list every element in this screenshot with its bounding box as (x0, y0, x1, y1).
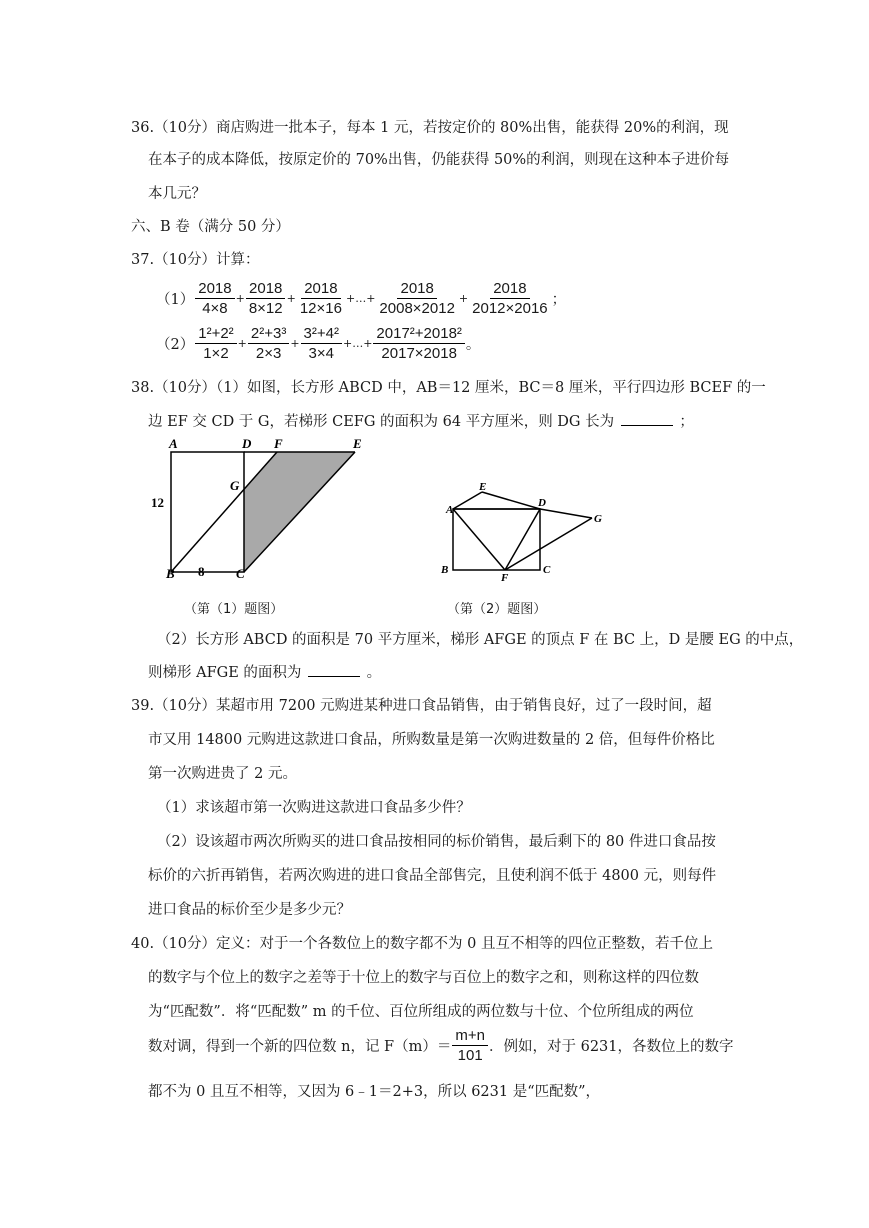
rectangle-abcd (171, 452, 244, 572)
q39-line1: 39.（10分）某超市用 7200 元购进某种进口食品销售，由于销售良好，过了一段时间，超 (131, 698, 712, 714)
q40-line4-text: 数对调，得到一个新的四位数 n，记 F（m）＝ (148, 1039, 452, 1055)
q38-line2 (148, 410, 694, 431)
label-a: A (446, 504, 454, 516)
label-g: G (230, 478, 240, 493)
label-b: B (441, 564, 449, 576)
q40-line4-end: ．例如，对于 6231，各数位上的数字 (488, 1039, 734, 1055)
q36-line1: 36.（10分）商店购进一批本子，每本 1 元，若按定价的 80%出售，能获得 20%的利润，现 (131, 120, 729, 136)
label-e: E (353, 436, 362, 451)
fraction: $\frac{2018}{2008\times 2012}$ (379, 280, 455, 317)
q38-line2-end: ； (679, 414, 694, 430)
q39-line3: 第一次购进贵了 2 元。 (148, 766, 297, 782)
section-heading: 六、B 卷（满分 50 分） (131, 219, 290, 235)
label-d: D (242, 436, 252, 451)
fraction: $\frac{2018}{8\times 12}$ (246, 279, 286, 318)
answer-blank (308, 664, 360, 677)
fraction: $\frac{m+n}{101}$ (452, 1026, 488, 1065)
figure-1 (140, 432, 380, 582)
segment-ae (453, 492, 482, 509)
answer-blank (621, 413, 673, 426)
fraction: $\frac{\text{2²+3³}}{2\times 3}$ (248, 324, 289, 363)
figure-1-caption: （第（1）题图） (184, 602, 284, 617)
q36-line3: 本几元？ (148, 186, 206, 202)
plus-sign: + (286, 292, 296, 305)
q38-part2-end: 。 (366, 665, 382, 681)
fraction: $\frac{\text{1²+2²}}{1\times 2}$ (195, 324, 236, 363)
ellipsis: +…+ (342, 337, 373, 350)
q39-line2: 市又用 14800 元购进这款进口食品，所购数量是第一次购进数量的 2 倍，但每件价格比 (148, 732, 715, 748)
q38-part2-text: 则梯形 AFGE 的面积为 (148, 665, 302, 681)
figure-2-caption: （第（2）题图） (447, 602, 547, 617)
q40-line4 (148, 1026, 734, 1065)
plus-sign: + (235, 292, 245, 305)
q39-sub2-line2: 标价的六折再销售，若两次购进的进口食品全部售完，且使利润不低于 4800 元，则每件 (148, 868, 717, 884)
label-f: F (501, 572, 509, 582)
q38-part2-line1: （2）长方形 ABCD 的面积是 70 平方厘米，梯形 AFGE 的顶点 F 在 BC 上，D 是腰 EG 的中点， (157, 632, 804, 648)
segment-dg (540, 509, 592, 518)
label-12: 12 (151, 495, 164, 510)
q37-p2-end: 。 (465, 337, 481, 353)
fraction: $\frac{2018}{12\times 16}$ (299, 280, 342, 317)
fraction: $\frac{\text{2017²+2018²}}{2017\times 2018}$ (373, 324, 465, 363)
plus-sign: + (458, 292, 469, 305)
q39-sub1: （1）求该超市第一次购进这款进口食品多少件？ (157, 800, 471, 816)
segment-fd (505, 509, 540, 570)
q37-part2 (156, 324, 480, 363)
q39-sub2-line3: 进口食品的标价至少是多少元？ (148, 902, 351, 918)
q37-part1 (156, 279, 566, 318)
q40-line2: 的数字与个位上的数字之差等于十位上的数字与百位上的数字之和，则称这样的四位数 (148, 970, 699, 986)
label-c: C (236, 566, 245, 581)
q36-line2: 在本子的成本降低，按原定价的 70%出售，仍能获得 50%的利润，则现在这种本子进价每 (148, 152, 730, 168)
label-a: A (169, 436, 178, 451)
q38-line1: 38.（10分）（1）如图，长方形 ABCD 中，AB＝12 厘米，BC＝8 厘米，平行四边形 BCEF 的一 (131, 380, 766, 396)
figure-2 (435, 476, 625, 582)
q37-p2-label: （2） (156, 337, 195, 353)
ellipsis: +…+ (345, 292, 376, 305)
segment-fg (505, 518, 592, 570)
label-8: 8 (198, 564, 205, 579)
label-d: D (538, 497, 546, 509)
q40-line5: 都不为 0 且互不相等，又因为 6﹣1＝2+3，所以 6231 是“匹配数”， (148, 1084, 601, 1100)
q39-sub2-line1: （2）设该超市两次所购买的进口食品按相同的标价销售，最后剩下的 80 件进口食品按 (157, 834, 716, 850)
label-g: G (594, 513, 602, 525)
plus-sign: + (290, 337, 300, 350)
q40-line3: 为“匹配数”．将“匹配数” m 的千位、百位所组成的两位数与十位、个位所组成的两位 (148, 1004, 694, 1020)
label-b: B (166, 566, 175, 581)
segment-ed (482, 492, 540, 509)
q37-head: 37.（10分）计算： (131, 252, 260, 268)
plus-sign: + (237, 337, 247, 350)
q40-line1: 40.（10分）定义：对于一个各数位上的数字都不为 0 且互不相等的四位正整数，若千位上 (131, 936, 713, 952)
q38-line2-text: 边 EF 交 CD 于 G，若梯形 CEFG 的面积为 64 平方厘米，则 DG 长为 (148, 414, 615, 430)
fraction: $\frac{2018}{4\times 8}$ (195, 279, 234, 318)
q37-p1-end: ； (551, 292, 567, 308)
label-e: E (479, 481, 487, 493)
q37-p1-label: （1） (156, 292, 195, 308)
label-c: C (543, 564, 551, 576)
fraction: $\frac{2018}{2012\times 2016}$ (472, 280, 548, 317)
segment-af (453, 509, 505, 570)
fraction: $\frac{\text{3²+4²}}{3\times 4}$ (301, 324, 342, 363)
label-f: F (274, 436, 283, 451)
q38-part2-line2 (148, 661, 381, 682)
